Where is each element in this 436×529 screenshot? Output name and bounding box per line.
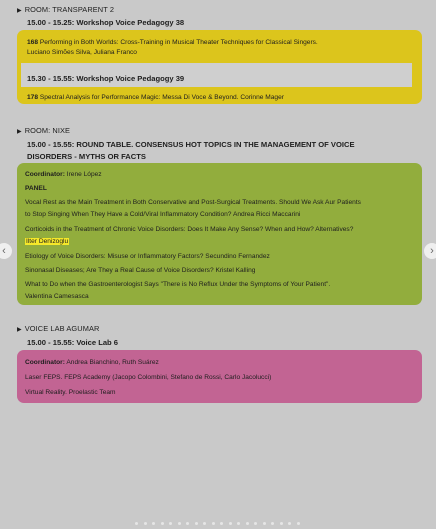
panel-line: Etiology of Voice Disorders: Misuse or Inflammatory Factors? Secundino Fernandez <box>25 253 270 260</box>
coordinator-label: Coordinator: <box>25 171 65 178</box>
panel-line: Corticoids in the Treatment of Chronic Voice Disorders: Does It Make Any Sense? When and How? Alternatives? <box>25 226 354 233</box>
room-header <box>17 324 99 333</box>
page-dot[interactable] <box>144 522 147 525</box>
talk-item <box>27 93 284 103</box>
talk-title: Performing in Both Worlds: Cross-Training in Musical Theater Techniques for Classical Singers. <box>39 39 318 46</box>
pagination-dots <box>135 522 300 525</box>
session-title-cont: DISORDERS - MYTHS OR FACTS <box>27 152 146 161</box>
chevron-left-icon: ‹ <box>2 245 6 257</box>
page-dot[interactable] <box>212 522 215 525</box>
panel-line: Vocal Rest as the Main Treatment in Both Conservative and Post-Surgical Treatments. Should We Ask Aur Patients <box>25 199 361 206</box>
previous-arrow-button[interactable] <box>0 243 12 259</box>
panel-line: What to Do when the Gastroenterologist Says "There is No Reflux Under the Symptoms of Your Patient". <box>25 281 331 288</box>
page-dot[interactable] <box>280 522 283 525</box>
page-dot[interactable] <box>135 522 138 525</box>
panel-heading: PANEL <box>25 185 47 192</box>
room-header <box>17 126 70 135</box>
talk-item <box>27 38 318 48</box>
talk-title: Spectral Analysis for Performance Magic: Messa Di Voce & Beyond. Corinne Mager <box>39 94 284 101</box>
page-dot[interactable] <box>178 522 181 525</box>
panel-line: to Stop Singing When They Have a Cold/Viral Inflammatory Condition? Andrea Ricci Maccarini <box>25 211 301 218</box>
coordinator-name: Irene López <box>66 171 102 178</box>
page-dot[interactable] <box>161 522 164 525</box>
page-dot[interactable] <box>195 522 198 525</box>
page-dot[interactable] <box>152 522 155 525</box>
room-header <box>17 5 114 14</box>
page-dot[interactable] <box>271 522 274 525</box>
page-dot[interactable] <box>297 522 300 525</box>
panel-line: Sinonasal Diseases; Are They a Real Cause of Voice Disorders? Kristel Kalling <box>25 267 256 274</box>
session-title: 15.00 - 15.55: ROUND TABLE. CONSENSUS HOT TOPICS IN THE MANAGEMENT OF VOICE <box>27 140 355 149</box>
triangle-right-icon: ▶ <box>17 129 22 135</box>
page-dot[interactable] <box>237 522 240 525</box>
triangle-right-icon: ▶ <box>17 327 22 333</box>
session-title: 15.30 - 15.55: Workshop Voice Pedagogy 39 <box>27 74 185 83</box>
page-dot[interactable] <box>288 522 291 525</box>
panel-line <box>25 238 69 245</box>
triangle-right-icon: ▶ <box>17 8 22 14</box>
coordinator-label: Coordinator: <box>25 359 65 366</box>
room-label: ROOM: NIXE <box>24 126 71 135</box>
room-label: VOICE LAB AGUMAR <box>24 324 100 333</box>
page-dot[interactable] <box>246 522 249 525</box>
lab-line: Virtual Reality. Proelastic Team <box>25 389 116 396</box>
talk-number: 168 <box>27 39 39 46</box>
next-arrow-button[interactable] <box>424 243 436 259</box>
page-dot[interactable] <box>254 522 257 525</box>
highlighted-name: Ilter Denizoglu <box>26 238 69 245</box>
room-label: ROOM: TRANSPARENT 2 <box>24 5 115 14</box>
session-title: 15.00 - 15.55: Voice Lab 6 <box>27 338 119 347</box>
lab-line: Laser FEPS. FEPS Academy (Jacopo Colombini, Stefano de Rossi, Carlo Jacolucci) <box>25 374 272 381</box>
coordinator-line <box>25 359 159 366</box>
session-title: 15.00 - 15.25: Workshop Voice Pedagogy 38 <box>27 18 185 27</box>
page-dot[interactable] <box>186 522 189 525</box>
page-dot[interactable] <box>220 522 223 525</box>
talk-authors: Luciano Simões Silva, Juliana Franco <box>27 49 137 56</box>
coordinator-name: Andrea Bianchino, Ruth Suárez <box>66 359 159 366</box>
page-dot[interactable] <box>229 522 232 525</box>
chevron-right-icon: › <box>430 245 434 257</box>
panel-line: Valentina Camesasca <box>25 293 89 300</box>
page-dot[interactable] <box>169 522 172 525</box>
coordinator-line <box>25 171 102 178</box>
talk-number: 178 <box>27 94 39 101</box>
page-dot[interactable] <box>203 522 206 525</box>
page-dot[interactable] <box>263 522 266 525</box>
